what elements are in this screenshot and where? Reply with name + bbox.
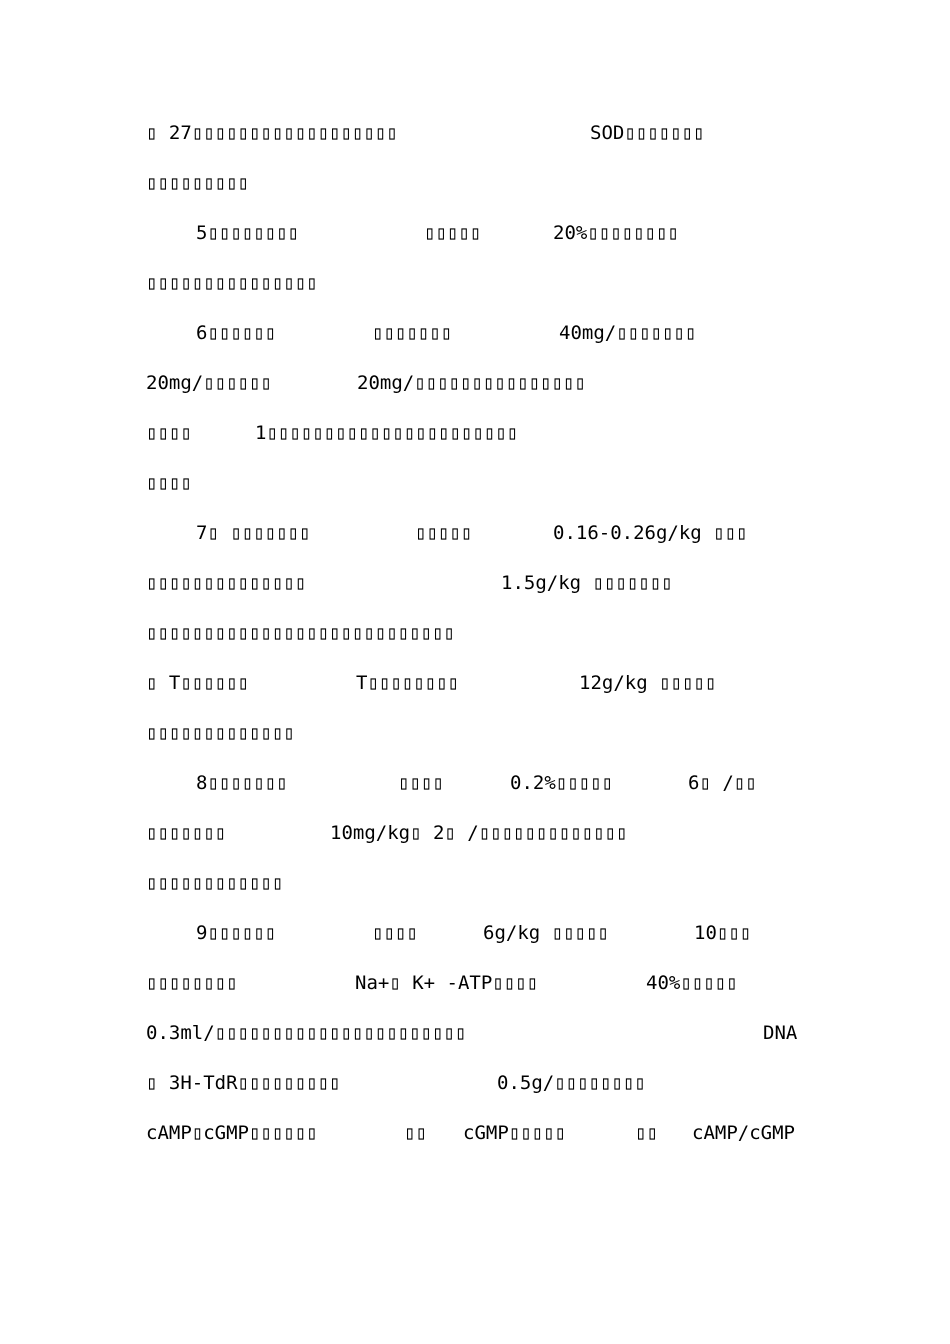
text-segment: SOD▯▯▯▯▯▯▯ (590, 122, 705, 144)
text-segment: ▯▯▯▯▯▯▯▯▯▯▯▯▯▯ (146, 572, 307, 594)
text-segment: 40mg/▯▯▯▯▯▯▯ (559, 322, 697, 344)
text-segment: ▯▯▯▯▯▯▯ (372, 322, 453, 344)
text-segment: cAMP/cGMP (692, 1122, 795, 1144)
text-segment: T▯▯▯▯▯▯▯▯ (356, 672, 459, 694)
text-segment: ▯▯▯▯ (398, 772, 444, 794)
text-segment: ▯▯▯▯▯▯▯▯▯ (146, 172, 249, 194)
text-segment: ▯▯▯▯▯ (424, 222, 482, 244)
text-segment: 9▯▯▯▯▯▯ (196, 922, 277, 944)
text-segment: cGMP▯▯▯▯▯ (463, 1122, 566, 1144)
text-segment: 7▯ ▯▯▯▯▯▯▯ (196, 522, 311, 544)
text-segment: 0.2%▯▯▯▯▯ (510, 772, 613, 794)
text-segment: 1▯▯▯▯▯▯▯▯▯▯▯▯▯▯▯▯▯▯▯▯▯▯ (255, 422, 519, 444)
text-segment: ▯ 27▯▯▯▯▯▯▯▯▯▯▯▯▯▯▯▯▯▯ (146, 122, 398, 144)
text-segment: 0.16-0.26g/kg ▯▯▯ (553, 522, 748, 544)
text-segment: 5▯▯▯▯▯▯▯▯ (196, 222, 299, 244)
text-segment: ▯▯▯▯▯▯▯▯▯▯▯▯▯▯▯▯▯▯▯▯▯▯▯▯▯▯▯ (146, 622, 455, 644)
text-segment: ▯▯ (635, 1122, 658, 1144)
text-segment: Na+▯ K+ -ATP▯▯▯▯ (355, 972, 539, 994)
text-segment: 12g/kg ▯▯▯▯▯ (579, 672, 717, 694)
text-segment: 10▯▯▯ (694, 922, 752, 944)
text-segment: DNA (763, 1022, 798, 1044)
text-segment: ▯▯▯▯▯▯▯▯▯▯▯▯▯▯▯ (146, 272, 318, 294)
text-segment: cAMP▯cGMP▯▯▯▯▯▯ (146, 1122, 318, 1144)
text-segment: ▯▯▯▯▯ (415, 522, 473, 544)
text-segment: 6g/kg ▯▯▯▯▯ (483, 922, 609, 944)
text-segment: ▯ 3H-TdR▯▯▯▯▯▯▯▯▯ (146, 1072, 341, 1094)
text-segment: 20mg/▯▯▯▯▯▯ (146, 372, 272, 394)
text-segment: ▯▯▯▯▯▯▯ (146, 822, 227, 844)
text-segment: 8▯▯▯▯▯▯▯ (196, 772, 288, 794)
text-segment: 0.5g/▯▯▯▯▯▯▯▯ (497, 1072, 646, 1094)
text-segment: ▯▯▯▯ (146, 472, 192, 494)
text-segment: ▯▯▯▯ (146, 422, 192, 444)
text-segment: 0.3ml/▯▯▯▯▯▯▯▯▯▯▯▯▯▯▯▯▯▯▯▯▯▯ (146, 1022, 467, 1044)
text-segment: 40%▯▯▯▯▯ (646, 972, 738, 994)
text-segment: ▯ T▯▯▯▯▯▯ (146, 672, 249, 694)
text-segment: ▯▯▯▯▯▯▯▯▯▯▯▯▯ (146, 722, 295, 744)
text-segment: 20mg/▯▯▯▯▯▯▯▯▯▯▯▯▯▯▯ (357, 372, 586, 394)
text-segment: 20%▯▯▯▯▯▯▯▯ (553, 222, 679, 244)
text-segment: ▯▯ (404, 1122, 427, 1144)
text-segment: 1.5g/kg ▯▯▯▯▯▯▯ (501, 572, 673, 594)
text-segment: 6▯▯▯▯▯▯ (196, 322, 277, 344)
text-segment: ▯▯▯▯ (372, 922, 418, 944)
text-segment: ▯▯▯▯▯▯▯▯ (146, 972, 238, 994)
text-segment: 6▯ /▯▯ (688, 772, 757, 794)
text-segment: ▯▯▯▯▯▯▯▯▯▯▯▯ (146, 872, 284, 894)
text-segment: 10mg/kg▯ 2▯ /▯▯▯▯▯▯▯▯▯▯▯▯▯ (330, 822, 628, 844)
